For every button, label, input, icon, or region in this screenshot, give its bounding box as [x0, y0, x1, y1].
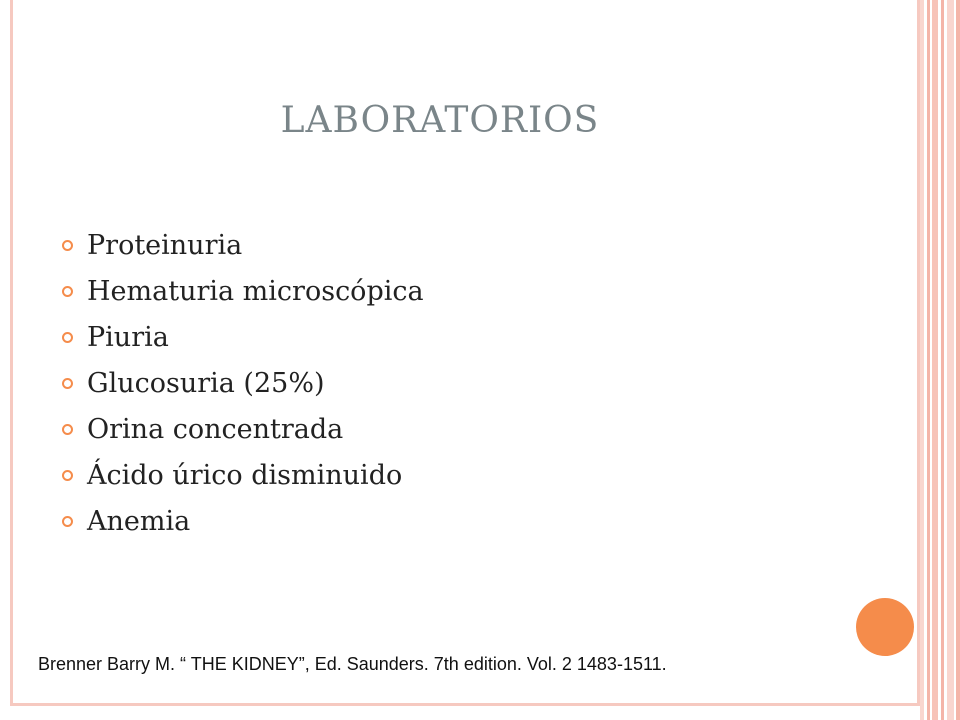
bullet-label: Orina concentrada	[87, 413, 344, 445]
decorative-stripe	[920, 0, 924, 720]
bullet-label: Piuria	[87, 321, 169, 353]
bullet-list	[62, 222, 424, 544]
bullet-label: Glucosuria (25%)	[87, 367, 325, 399]
bullet-label: Hematuria microscópica	[87, 275, 424, 307]
bullet-circle-icon	[62, 286, 73, 297]
list-item	[62, 268, 424, 314]
list-item	[62, 314, 424, 360]
list-item	[62, 360, 424, 406]
slide-title: LABORATORIOS	[280, 100, 600, 141]
decorative-stripe	[927, 0, 930, 720]
list-item	[62, 406, 424, 452]
citation-text: Brenner Barry M. “ THE KIDNEY”, Ed. Saunders. 7th edition. Vol. 2 1483-1511.	[38, 654, 667, 674]
bullet-circle-icon	[62, 332, 73, 343]
list-item	[62, 222, 424, 268]
list-item	[62, 498, 424, 544]
decorative-stripe	[956, 0, 960, 720]
bullet-circle-icon	[62, 470, 73, 481]
bullet-circle-icon	[62, 378, 73, 389]
list-item	[62, 452, 424, 498]
decorative-stripe	[947, 0, 954, 720]
decorative-stripe	[941, 0, 944, 720]
decorative-stripe	[932, 0, 938, 720]
decorative-circle	[856, 598, 914, 656]
bullet-label: Ácido úrico disminuido	[87, 459, 403, 491]
bullet-label: Proteinuria	[87, 229, 243, 261]
bullet-circle-icon	[62, 516, 73, 527]
bullet-circle-icon	[62, 424, 73, 435]
bullet-circle-icon	[62, 240, 73, 251]
bullet-label: Anemia	[87, 505, 191, 537]
